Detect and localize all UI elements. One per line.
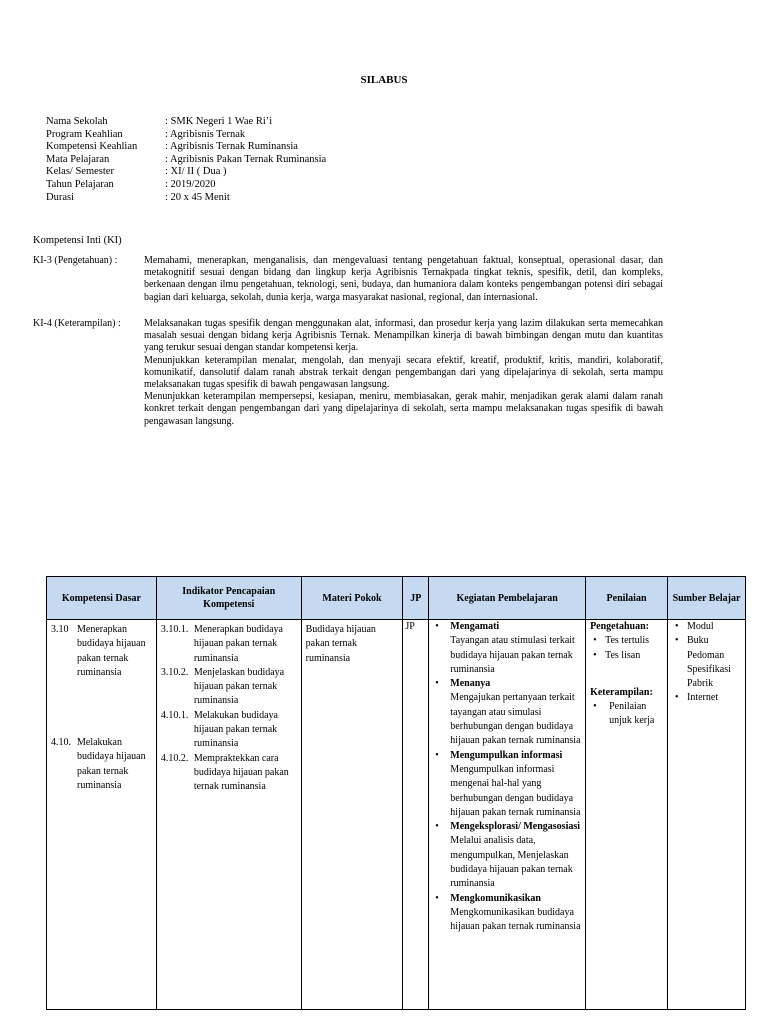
keterampilan-label: Keterampilan:: [590, 686, 653, 698]
ki4-text: [144, 318, 663, 428]
info-row: [46, 141, 326, 154]
assessment-item: • Penilaian unjuk kerja: [590, 700, 663, 729]
syllabus-table: [46, 576, 746, 1010]
activity-description: Tayangan atau stimulasi terkait budidaya hijauan pakan ternak ruminansia: [450, 635, 575, 675]
ki4-paragraph: Melaksanakan tugas spesifik dengan menggunakan alat, informasi, dan prosedur kerja yang lazim dilakukan serta memecahkan masalah sesuai dengan bidang kerja Agribisnis Ternak. Menampilkan kinerja di bawah bimbingan dengan mutu dan kuantitas yang terukur sesuai dengan standar kompetensi kerja.: [144, 318, 663, 354]
activity-description: Mengkomunikasikan budidaya hijauan pakan ternak ruminansia: [450, 906, 581, 933]
ki4-paragraph: Menunjukkan keterampilan mempersepsi, kesiapan, meniru, membiasakan, gerak mahir, menjadikan gerak alami dalam ranah konkret terkait dengan pengembangan dari yang dipelajarinya di sekolah, serta mampu melaksanakan tugas spesifik di bawah pengawasan langsung.: [144, 391, 663, 427]
ki-section-title: Kompetensi Inti (KI): [33, 235, 122, 246]
activity-heading: • Mengumpulkan informasi: [450, 749, 563, 761]
activity-item: [433, 620, 581, 677]
kd-number: 4.10.: [51, 737, 71, 749]
ki3-label: KI-3 (Pengetahuan) :: [33, 255, 118, 266]
info-row: [46, 129, 326, 142]
info-label: Nama Sekolah: [46, 116, 108, 127]
ki4-label: KI-4 (Keterampilan) :: [33, 318, 121, 329]
assessment-item: • Tes tertulis: [590, 634, 663, 648]
info-value: : Agribisnis Ternak: [165, 128, 246, 140]
materi-text: Budidaya hijauan pakan ternak ruminansia: [305, 624, 376, 664]
cell-materi-pokok: [301, 620, 403, 1010]
ki3-block: [33, 255, 663, 304]
activity-item: [433, 892, 581, 935]
kd-text: Melakukan budidaya hijauan pakan ternak ruminansia: [77, 737, 146, 792]
info-label: Kompetensi Keahlian: [46, 141, 138, 153]
info-label: Durasi: [46, 191, 74, 203]
indicator-number: 3.10.1.: [160, 624, 189, 635]
indicator-text: Menjelaskan budidaya hijauan pakan ternak ruminansia: [193, 666, 285, 707]
indicator-item: [161, 709, 297, 752]
info-row: [46, 192, 326, 205]
kd-item: [51, 623, 152, 680]
kd-text: Menerapkan budidaya hijauan pakan ternak ruminansia: [77, 624, 146, 678]
pengetahuan-label: Pengetahuan:: [590, 621, 649, 632]
school-info: [46, 116, 326, 204]
indicator-text: Menerapkan budidaya hijauan pakan ternak ruminansia: [193, 624, 283, 664]
info-row: [46, 179, 326, 192]
jp-text: JP: [405, 621, 415, 632]
indicator-item: [161, 666, 297, 709]
resource-item: • Internet: [672, 691, 741, 705]
document-title: SILABUS: [360, 74, 408, 86]
activity-description: Mengumpulkan informasi mengenai hal-hal yang berhubungan dengan budidaya hijauan pakan ternak ruminansia: [450, 763, 581, 818]
info-label: Mata Pelajaran: [46, 153, 110, 165]
resource-item: • Modul: [672, 620, 741, 634]
activity-heading: • Menanya: [450, 678, 491, 690]
info-value: : XI/ II ( Dua ): [165, 166, 227, 178]
indicator-item: [161, 752, 297, 795]
info-value: : Agribisnis Ternak Ruminansia: [165, 141, 298, 153]
info-value: : 2019/2020: [165, 178, 216, 190]
cell-indikator: [156, 620, 301, 1010]
info-label: Program Keahlian: [46, 128, 123, 140]
header-kegiatan: Kegiatan Pembelajaran: [429, 577, 586, 620]
info-row: [46, 166, 326, 179]
cell-jp: [403, 620, 429, 1010]
header-kompetensi-dasar: Kompetensi Dasar: [47, 577, 157, 620]
cell-kompetensi-dasar: [47, 620, 157, 1010]
activity-item: [433, 749, 581, 820]
cell-sumber-belajar: [668, 620, 746, 1010]
indicator-text: Mempraktekkan cara budidaya hijauan pakan ternak ruminansia: [193, 752, 289, 793]
activity-heading: • Mengeksplorasi/ Mengasosiasi: [450, 821, 581, 833]
indicator-item: [161, 623, 297, 666]
indicator-number: 4.10.2.: [160, 752, 189, 764]
activity-item: [433, 820, 581, 891]
keterampilan-list: [590, 700, 663, 729]
info-value: : Agribisnis Pakan Ternak Ruminansia: [165, 153, 327, 165]
indicator-number: 4.10.1.: [160, 709, 189, 721]
header-sumber-belajar: Sumber Belajar: [668, 577, 746, 620]
table-header-row: [47, 577, 746, 620]
info-label: Tahun Pelajaran: [46, 178, 114, 190]
resource-list: [672, 620, 741, 706]
header-jp: JP: [403, 577, 429, 620]
ki3-text: [144, 255, 663, 304]
indicator-number: 3.10.2.: [160, 666, 189, 678]
activity-description: Melalui analisis data, mengumpulkan, Menjelaskan budidaya hijauan pakan ternak ruminansia: [450, 835, 573, 890]
info-label: Kelas/ Semester: [46, 166, 114, 178]
cell-penilaian: [586, 620, 668, 1010]
header-penilaian: Penilaian: [586, 577, 668, 620]
cell-kegiatan: [429, 620, 586, 1010]
header-indikator: Indikator Pencapaian Kompetensi: [156, 577, 301, 620]
activity-item: [433, 677, 581, 748]
indicator-text: Melakukan budidaya hijauan pakan ternak ruminansia: [193, 709, 278, 750]
table-row: [47, 620, 746, 1010]
info-row: [46, 116, 326, 129]
pengetahuan-list: [590, 634, 663, 663]
info-value: : 20 x 45 Menit: [165, 191, 230, 203]
ki4-block: [33, 318, 663, 428]
info-row: [46, 154, 326, 167]
kd-number: 3.10: [51, 624, 69, 635]
kd-item: [51, 736, 152, 793]
activity-heading: • Mengkomunikasikan: [450, 892, 541, 904]
resource-item: • Buku Pedoman Spesifikasi Pabrik: [672, 634, 741, 691]
assessment-item: • Tes lisan: [590, 649, 663, 663]
header-materi-pokok: Materi Pokok: [301, 577, 403, 620]
ki3-paragraph: Memahami, menerapkan, menganalisis, dan mengevaluasi tentang pengetahuan faktual, konseptual, operasional dasar, dan metakognitif sesuai dengan bidang dan lingkup kerja Agribisnis Ternakpada tingkat teknis, spesifik, detil, dan kompleks, berkenaan dengan ilmu pengetahuan, teknologi, seni, budaya, dan humaniora dalam konteks pengembangan potensi diri sebagai bagian dari keluarga, sekolah, dunia kerja, warga masyarakat nasional, regional, dan internasional.: [144, 255, 663, 303]
activity-list: [433, 620, 581, 935]
activity-heading: • Mengamati: [450, 621, 500, 632]
activity-description: Mengajukan pertanyaan terkait tayangan atau simulasi berhubungan dengan budidaya hijauan pakan ternak ruminansia: [450, 692, 581, 747]
ki4-paragraph: Menunjukkan keterampilan menalar, mengolah, dan menyaji secara efektif, kreatif, produktif, kritis, mandiri, kolaboratif, komunikatif, dansolutif dalam ranah abstrak terkait dengan pengembangan dari yang dipelajarinya di sekolah, serta mampu melaksanakan tugas spesifik di bawah pengawasan langsung.: [144, 354, 663, 391]
info-value: : SMK Negeri 1 Wae Ri’i: [165, 116, 273, 127]
